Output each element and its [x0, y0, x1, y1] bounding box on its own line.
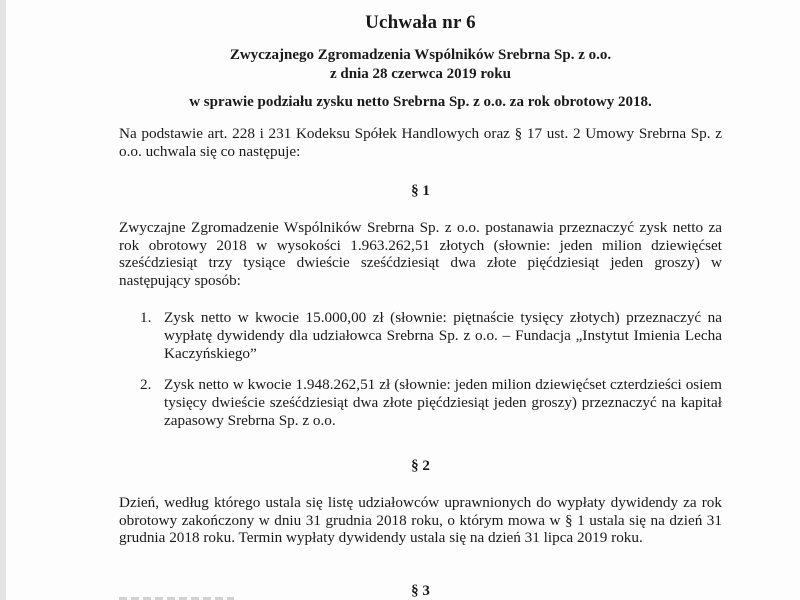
resolution-subject: w sprawie podziału zysku netto Srebrna Sp. z o.o. za rok obrotowy 2018. — [189, 94, 652, 110]
list-item-text: Zysk netto w kwocie 1.948.262,51 zł (słownie: jeden milion dziewięćset czterdzieści osiem tysięcy dwieście sześćdziesiąt dwa złote pięćdziesiąt jeden groszy) przeznaczyć na kapitał zapasowy Srebrna Sp. z o.o. — [164, 376, 722, 429]
intro-paragraph: Na podstawie art. 228 i 231 Kodeksu Spółek Handlowych oraz § 17 ust. 2 Umowy Srebrna Sp. z o.o. uchwala się co następuje: — [119, 125, 722, 160]
document-title: Uchwała nr 6 — [365, 12, 476, 33]
document-subtitle — [119, 46, 722, 84]
section-2-paragraph: Dzień, według którego ustala się listę udziałowców uprawnionych do wypłaty dywidendy za rok obrotowy zakończony w dniu 31 grudnia 2018 roku, o którym mowa w § 1 ustala się na dzień 31 grudnia 2018 roku. Termin wypłaty dywidendy ustala się na dzień 31 lipca 2019 roku. — [119, 494, 722, 546]
assembly-name: Zwyczajnego Zgromadzenia Wspólników Srebrna Sp. z o.o. — [229, 47, 612, 63]
document-page — [6, 0, 800, 600]
section-1-heading: § 1 — [411, 183, 430, 199]
resolution-date: z dnia 28 czerwca 2019 roku — [330, 66, 511, 82]
list-item-text: Zysk netto w kwocie 15.000,00 zł (słownie: piętnaście tysięcy złotych) przeznaczyć na wypłatę dywidendy dla udziałowca Srebrna Sp. z o.o. – Fundacja „Instytut Imienia Lecha Kaczyńskiego” — [164, 309, 722, 362]
section-3-heading: § 3 — [411, 583, 430, 599]
list-item-number: 1. — [140, 309, 152, 326]
list-item-number: 2. — [140, 376, 152, 393]
section-2-heading: § 2 — [411, 458, 430, 474]
section-1-paragraph: Zwyczajne Zgromadzenie Wspólników Srebrna Sp. z o.o. postanawia przeznaczyć zysk netto za rok obrotowy 2018 w wysokości 1.963.262,51 złotych (słownie: jeden milion dziewięćset sześćdziesiąt trzy tysiące dwieście sześćdziesiąt dwa złote pięćdziesiąt jeden groszy) w następujący sposób: — [119, 219, 722, 289]
